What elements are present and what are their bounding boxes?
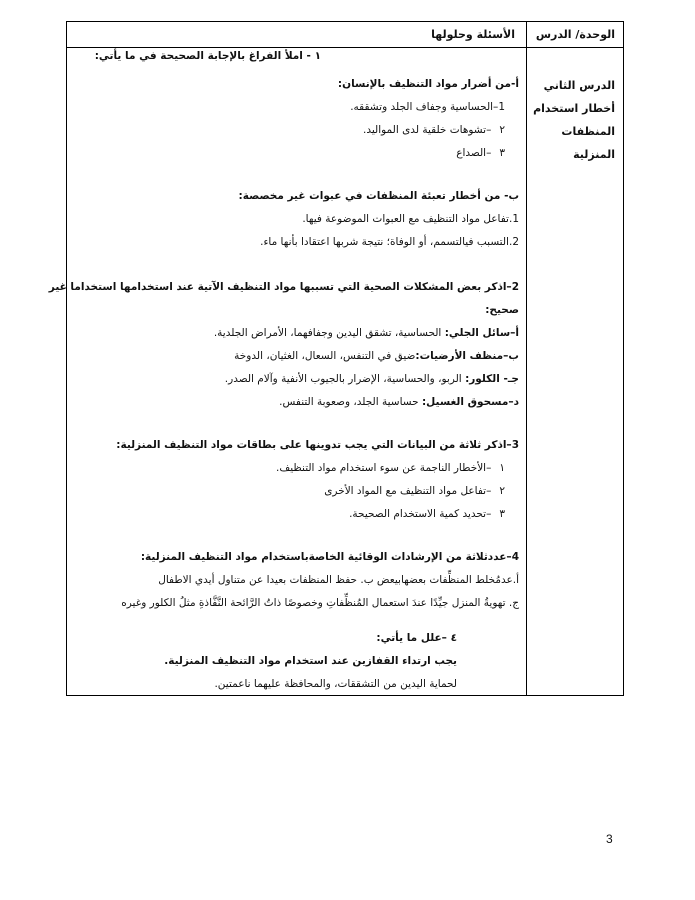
item-text: –تحديد كمية الاستخدام الصحيحة. <box>349 508 492 520</box>
q1-b-title: ب- من أخطار تعبئة المنظفات في عبوات غير مخصصة: <box>238 190 519 202</box>
q4-line: ج. تهويةُ المنزل جيِّدًا عندَ استعمال المُنظِّفاتِ وخصوصًا ذاتُ الرَّائحة النَّفَّاذةِ مثلُ الكلور وغيره <box>121 597 519 609</box>
item-label: ب–منظف الأرضيات: <box>415 350 519 362</box>
item-text: –الصداع <box>456 147 492 159</box>
item-text: الحساسية، تشقق اليدين وجفافهما، الأمراض الجلدية. <box>213 327 445 339</box>
list-item <box>234 348 519 364</box>
item-number: 1 <box>498 101 505 113</box>
item-label: د–مسحوق الغسيل: <box>421 396 519 408</box>
item-label: أ–سائل الجلي: <box>444 327 519 339</box>
list-item <box>349 506 505 522</box>
column-divider <box>526 22 527 695</box>
item-text: –تفاعل مواد التنظيف مع المواد الأخرى <box>324 485 492 497</box>
list-item <box>363 122 505 138</box>
list-item <box>260 234 519 250</box>
item-text: –تشوهات خلقية لدى المواليد. <box>363 124 492 136</box>
q4-line: أ.عدمُخلط المنظِّفات بعضهابيعض ب. حفظ المنظفات بعيدا عن متناول أيدي الاطفال <box>158 574 519 586</box>
q2-title-continued: صحيح: <box>485 304 519 316</box>
item-text: ضيق في التنفس، السعال، الغثيان، الدوخة <box>234 350 416 362</box>
lesson-table <box>48 21 624 696</box>
lesson-title-line: الدرس الثاني <box>543 79 615 92</box>
item-number: 1 <box>512 213 519 225</box>
q3-title: 3–اذكر ثلاثة من البيانات التي يجب تدوينها على بطاقات مواد التنظيف المنزلية: <box>116 439 519 451</box>
lesson-title-line: أخطار استخدام <box>533 102 615 115</box>
q2-title: 2–اذكر بعض المشكلات الصحية التي تسببها مواد التنظيف الآتية عند استخدامها استخداما غير <box>48 281 519 293</box>
q1-a-title: أ-من أضرار مواد التنظيف بالإنسان: <box>337 78 519 90</box>
list-item <box>279 394 519 410</box>
q5-statement: يجب ارتداء القفازين عند استخدام مواد التنظيف المنزلية. <box>164 655 457 667</box>
item-text: .التسبب فيالتسمم، أو الوفاة؛ نتيجة شربها اعتقادا بأنها ماء. <box>260 236 513 248</box>
item-text: حساسية الجلد، وصعوبة التنفس. <box>279 396 422 408</box>
item-number: ٢ <box>499 485 505 497</box>
item-text: –الأخطار الناجمة عن سوء استخدام مواد التنظيف. <box>276 462 492 474</box>
lesson-title-line: المنظفات المنزلية <box>561 125 615 161</box>
item-text: .تفاعل مواد التنظيف مع العبوات الموضوعة فيها. <box>302 213 513 225</box>
list-item <box>350 99 505 115</box>
list-item <box>276 460 505 476</box>
q5-title: ٤ –علل ما يأتي: <box>376 632 457 644</box>
item-text: الربو، والحساسية، الإضرار بالجيوب الأنفية وآلام الصدر. <box>224 373 466 385</box>
q4-title: 4–عددثلاثة من الإرشادات الوقائية الخاصةباستخدام مواد التنظيف المنزلية: <box>140 551 519 563</box>
list-item <box>302 211 519 227</box>
item-text: –الحساسية وجفاف الجلد وتشققه. <box>350 101 499 113</box>
q1-title: ١ - املأ الفراغ بالإجابة الصحيحة في ما يأتي: <box>94 50 321 62</box>
item-number: ٣ <box>499 147 505 159</box>
item-number: ١ <box>499 462 505 474</box>
list-item <box>456 145 505 161</box>
item-number: ٢ <box>499 124 505 136</box>
page-number: 3 <box>606 832 613 846</box>
lesson-title <box>529 74 615 166</box>
item-number: 2 <box>512 236 519 248</box>
list-item <box>214 325 519 341</box>
header-unit-lesson: الوحدة/ الدرس <box>535 28 615 41</box>
list-item <box>324 483 505 499</box>
header-questions-answers: الأسئلة وحلولها <box>431 28 515 41</box>
item-label: جـ- الكلور: <box>465 373 519 385</box>
item-number: ٣ <box>499 508 505 520</box>
list-item <box>225 371 519 387</box>
q5-answer: لحماية اليدين من التشققات، والمحافظة عليهما ناعمتين. <box>214 678 457 690</box>
